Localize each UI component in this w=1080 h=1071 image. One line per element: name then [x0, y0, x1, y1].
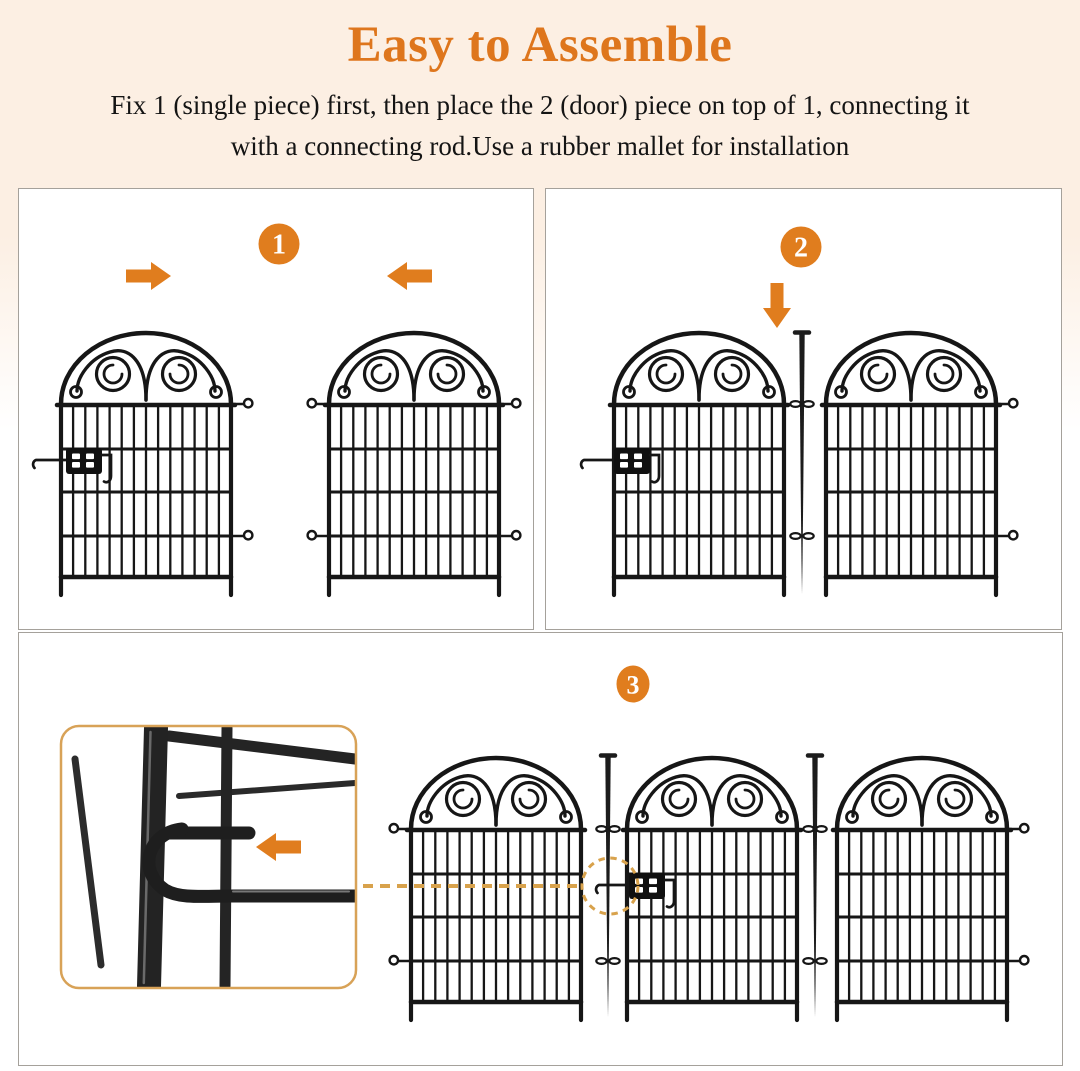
- side-eyelet: [390, 956, 411, 964]
- side-eyelet: [996, 531, 1017, 539]
- inset-vertical-bar: [225, 728, 227, 986]
- fence-panel-door: [822, 333, 1017, 595]
- step-2-panel: [545, 188, 1062, 630]
- step-3-number: 3: [626, 670, 640, 700]
- arrow-right-icon: [126, 262, 171, 290]
- step-1-badge: [259, 224, 300, 265]
- connecting-rod: [808, 756, 822, 1018]
- step-3-panel: [18, 632, 1063, 1066]
- side-eyelet: [1007, 956, 1028, 964]
- gate-latch: [581, 448, 659, 482]
- side-eyelet: [231, 531, 252, 539]
- fence-panel-single: [581, 333, 788, 595]
- connection-detail-inset: [61, 726, 356, 988]
- instruction-line-1: Fix 1 (single piece) first, then place the 2 (door) piece on top of 1, connecting it: [110, 90, 970, 120]
- step-2-number: 2: [794, 232, 808, 264]
- fence-panel-single: [33, 333, 252, 595]
- step-1-number: 1: [272, 229, 286, 261]
- step-1-panel: [18, 188, 534, 630]
- arrow-left-icon: [387, 262, 432, 290]
- step-2-badge: [781, 227, 822, 268]
- arrow-down-icon: [763, 283, 791, 328]
- side-eyelet: [499, 531, 520, 539]
- step-3-badge: [617, 666, 650, 703]
- page-title: Easy to Assemble: [347, 17, 733, 73]
- fence-panel: [390, 758, 585, 1020]
- fence-panel-door: [308, 333, 521, 595]
- fence-panel: [833, 758, 1028, 1020]
- instruction-line-2: with a connecting rod.Use a rubber mallet for installation: [230, 131, 850, 161]
- side-eyelet: [308, 531, 329, 539]
- connecting-rod: [795, 333, 809, 595]
